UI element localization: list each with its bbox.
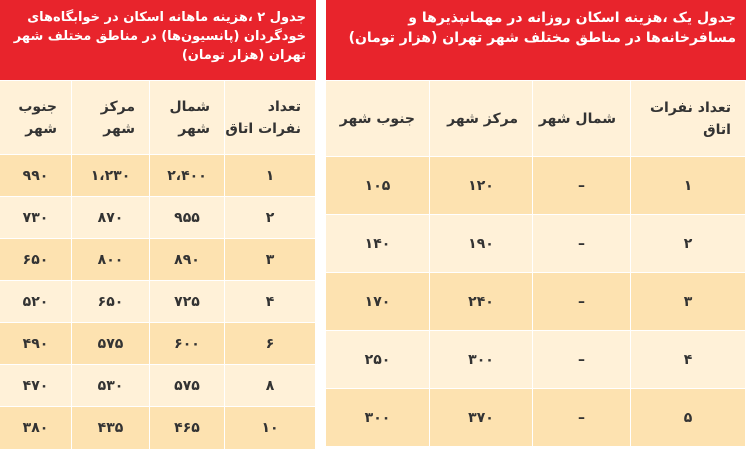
cell-occupants: ۱ [631,157,746,215]
column-header-center: مرکز شهر [430,81,533,157]
column-header-room-occupants: تعداد نفرات اتاق [225,81,316,155]
table-row [0,365,316,407]
cell-south: ۶۵۰ [0,239,72,281]
cell-south: ۵۲۰ [0,281,72,323]
table-row [326,331,746,389]
cell-occupants: ۳ [631,273,746,331]
cell-center: ۵۳۰ [72,365,150,407]
table-row [326,157,746,215]
table-row [326,215,746,273]
cell-center: ۸۰۰ [72,239,150,281]
cell-occupants: ۳ [225,239,316,281]
cell-center: ۲۴۰ [430,273,533,331]
monthly-hostel-table [0,80,316,450]
cell-occupants: ۸ [225,365,316,407]
cell-south: ۴۹۰ [0,323,72,365]
table-row [326,389,746,447]
monthly-hostel-table-title: جدول ۲ ،هزینه ماهانه اسکان در خوابگاه‌های خودگردان (پانسیون‌ها) در مناطق مختلف شهر تهران (هزار تومان) [0,0,316,80]
column-header-south: جنوب شهر [326,81,430,157]
cell-occupants: ۲ [631,215,746,273]
cell-south: ۱۷۰ [326,273,430,331]
cell-north: ۲،۴۰۰ [150,155,225,197]
table-row [0,407,316,450]
cell-south: ۳۰۰ [326,389,430,447]
cell-north: ۹۵۵ [150,197,225,239]
cell-occupants: ۵ [631,389,746,447]
cell-center: ۳۷۰ [430,389,533,447]
cell-north: – [533,215,631,273]
cell-occupants: ۱۰ [225,407,316,450]
cell-occupants: ۴ [225,281,316,323]
table-header-row [0,81,316,155]
cell-south: ۳۸۰ [0,407,72,450]
cell-north: – [533,389,631,447]
daily-lodging-table [325,80,746,447]
monthly-hostel-table-panel [0,0,316,449]
cell-south: ۹۹۰ [0,155,72,197]
table-row [0,239,316,281]
cell-occupants: ۲ [225,197,316,239]
cell-south: ۷۳۰ [0,197,72,239]
cell-south: ۴۷۰ [0,365,72,407]
cell-center: ۸۷۰ [72,197,150,239]
cell-center: ۱۲۰ [430,157,533,215]
cell-south: ۲۵۰ [326,331,430,389]
cell-north: ۴۶۵ [150,407,225,450]
cell-center: ۱۹۰ [430,215,533,273]
cell-occupants: ۶ [225,323,316,365]
cell-occupants: ۱ [225,155,316,197]
cell-center: ۴۳۵ [72,407,150,450]
cell-center: ۱،۲۳۰ [72,155,150,197]
table-row [326,273,746,331]
cell-south: ۱۴۰ [326,215,430,273]
cell-north: ۶۰۰ [150,323,225,365]
cell-north: ۵۷۵ [150,365,225,407]
cell-north: ۸۹۰ [150,239,225,281]
cell-north: – [533,157,631,215]
cell-north: ۷۲۵ [150,281,225,323]
table-row [0,197,316,239]
cell-center: ۶۵۰ [72,281,150,323]
daily-lodging-table-title: جدول یک ،هزینه اسکان روزانه در مهمانپذیرها و مسافرخانه‌ها در مناطق مختلف شهر تهران (هزار تومان) [326,0,746,80]
daily-lodging-table-panel [326,0,746,449]
table-header-row [326,81,746,157]
column-header-south: جنوب شهر [0,81,72,155]
column-header-north: شمال شهر [150,81,225,155]
column-header-north: شمال شهر [533,81,631,157]
cell-south: ۱۰۵ [326,157,430,215]
column-header-center: مرکز شهر [72,81,150,155]
cell-north: – [533,331,631,389]
table-row [0,323,316,365]
cell-north: – [533,273,631,331]
table-row [0,281,316,323]
table-row [0,155,316,197]
cell-center: ۳۰۰ [430,331,533,389]
cell-occupants: ۴ [631,331,746,389]
column-header-room-occupants: تعداد نفرات اتاق [631,81,746,157]
cell-center: ۵۷۵ [72,323,150,365]
